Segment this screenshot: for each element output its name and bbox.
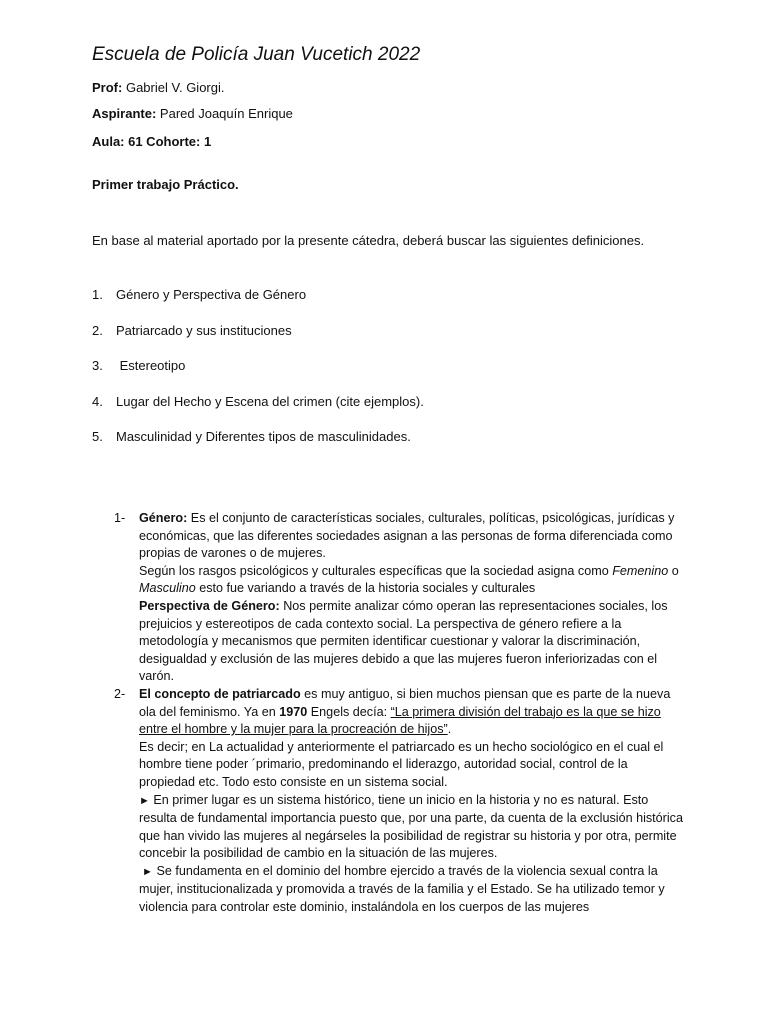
student-label: Aspirante: <box>92 106 157 121</box>
segun-text: Según los rasgos psicológicos y culturales específicas que la sociedad asigna como <box>139 563 613 578</box>
question-number: 5. <box>92 429 103 444</box>
question-number: 3. <box>92 358 103 373</box>
classroom-text: Aula: 61 Cohorte: 1 <box>92 134 212 149</box>
question-list <box>92 286 424 464</box>
paragraph-4-text: Se fundamenta en el dominio del hombre ejercido a través de la violencia sexual contra la mujer, institucionalizada y promovida a través de la familia y el Estado. Se ha utilizado temor y violencia para controlar este dominio, instalándola en los cuerpos de las mujeres <box>139 863 665 915</box>
question-item <box>92 428 424 464</box>
answer-2-paragraph-1 <box>139 686 684 739</box>
answer-number: 2- <box>114 686 126 701</box>
question-text: Estereotipo <box>116 358 186 373</box>
question-number: 1. <box>92 287 103 302</box>
segun-connector: o <box>668 563 679 578</box>
student-name: Pared Joaquín Enrique <box>159 106 293 121</box>
answer-1-genero <box>139 510 684 563</box>
engels-quote: “La primera división del trabajo es la que se hizo entre el hombre y la mujer para la procreación de hijos” <box>139 704 661 737</box>
professor-name: Gabriel V. Giorgi. <box>125 80 225 95</box>
assignment-title-text: Primer trabajo Práctico. <box>92 177 239 192</box>
question-item <box>92 286 424 322</box>
answer-1 <box>114 510 684 686</box>
question-text: Lugar del Hecho y Escena del crimen (cite ejemplos). <box>116 393 424 409</box>
patriarcado-heading: El concepto de patriarcado <box>139 686 301 701</box>
classroom-line <box>92 134 211 149</box>
question-text: Patriarcado y sus instituciones <box>116 322 292 338</box>
student-line <box>92 106 293 121</box>
answer-2-paragraph-3 <box>139 792 684 863</box>
answer-2-paragraph-2: Es decir; en La actualidad y anteriormente el patriarcado es un hecho sociológico en el cual el hombre tiene poder ´primario, predominando el liderazgo, autoridad social, control de la propiedad etc. Todo esto consiste en un sistema social. <box>139 739 664 789</box>
answer-2-paragraph-4 <box>139 863 684 917</box>
question-item <box>92 357 424 393</box>
question-item <box>92 393 424 429</box>
arrow-bullet-icon: ► <box>139 794 150 807</box>
arrow-bullet-icon: ► <box>139 865 153 878</box>
year-1970: 1970 <box>279 704 308 719</box>
genero-definition: Es el conjunto de características sociales, culturales, políticas, psicológicas, jurídicas y económicas, que las diferentes sociedades asignan a las personas de forma diferenciada como propias de varones o de mujeres. <box>139 511 675 561</box>
engels-text: Engels decía: <box>307 704 391 719</box>
question-number: 4. <box>92 393 103 409</box>
answer-number: 1- <box>114 511 126 525</box>
answers-section <box>114 510 684 917</box>
perspectiva-definition: Nos permite analizar cómo operan las representaciones sociales, los prejuicios y estereotipos de cada contexto social. La perspectiva de género refiere a la metodología y mecanismos que permiten identificar cuestionar y valorar la discriminación, desigualdad y exclusión de las mujeres debido a que las mujeres fueron inferiorizadas con el varón. <box>139 598 668 684</box>
professor-line <box>92 80 224 95</box>
answer-2 <box>114 686 684 917</box>
segun-continuation: esto fue variando a través de la historia sociales y culturales <box>195 581 536 596</box>
femenino-term: Femenino <box>612 563 669 578</box>
question-item <box>92 322 424 358</box>
assignment-title <box>92 177 239 192</box>
perspectiva-label: Perspectiva de Género: <box>139 598 280 613</box>
question-text: Género y Perspectiva de Género <box>116 287 307 302</box>
answer-1-segun <box>139 563 684 598</box>
question-text: Masculinidad y Diferentes tipos de masculinidades. <box>116 429 411 444</box>
professor-label: Prof: <box>92 80 123 95</box>
quote-end: . <box>447 722 452 737</box>
intro-paragraph: En base al material aportado por la presente cátedra, deberá buscar las siguientes definiciones. <box>92 233 645 248</box>
patriarcado-text: es muy antiguo, si bien muchos piensan que es parte de la nueva ola del feminismo. Ya en <box>139 686 671 719</box>
masculino-term: Masculino <box>139 581 196 596</box>
paragraph-3-text: En primer lugar es un sistema histórico, tiene un inicio en la historia y no es natural. Esto resulta de fundamental importancia puesto que, por una parte, da cuenta de la exclusión histórica que han vivido las mujeres al negárseles la posibilidad de registrar su historia y por otra, permite concebir la posibilidad de cambio en la situación de las mujeres. <box>139 792 683 861</box>
question-number: 2. <box>92 322 103 338</box>
genero-label: Género: <box>139 511 188 525</box>
answer-1-perspectiva <box>139 598 684 686</box>
document-title: Escuela de Policía Juan Vucetich 2022 <box>92 44 421 65</box>
